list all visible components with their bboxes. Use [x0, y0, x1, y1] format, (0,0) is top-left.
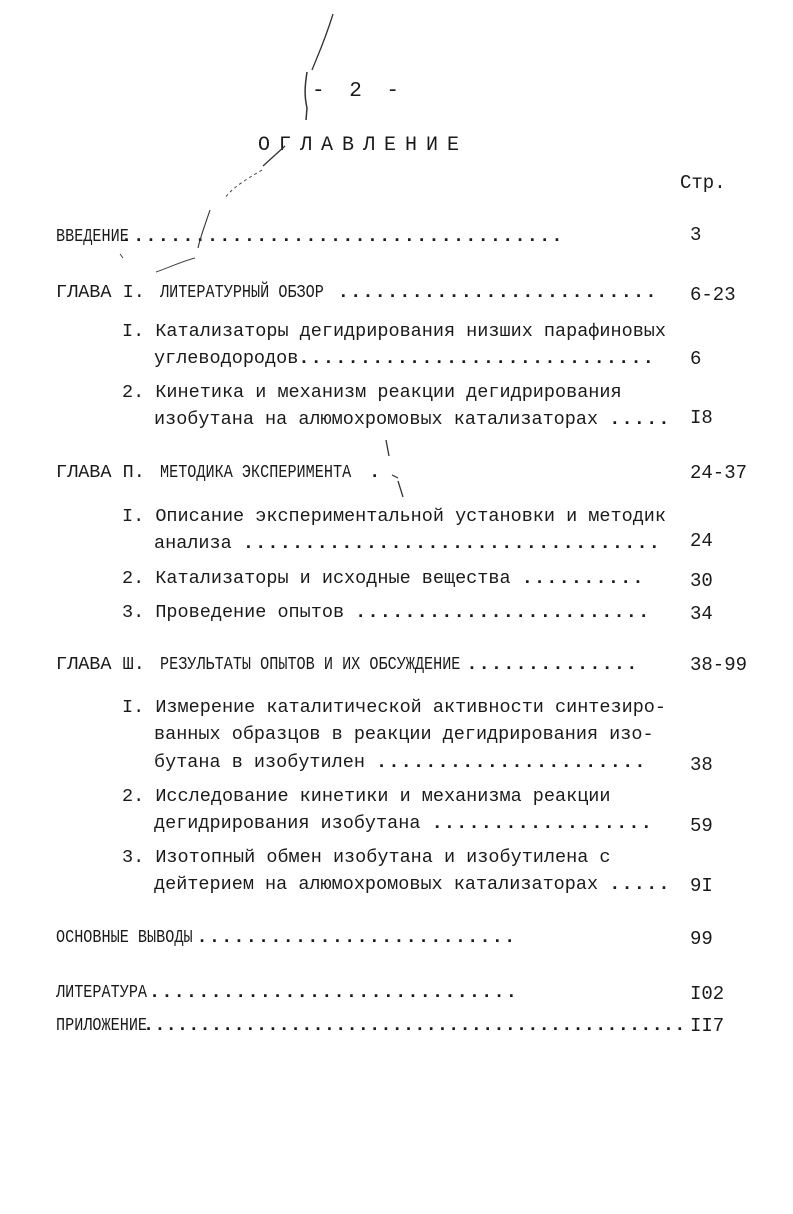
section-title-line: дегидрирования изобутана [154, 813, 421, 834]
section-title-line: Исследование кинетики и механизма реакции [155, 786, 611, 807]
toc-page-number: 34 [690, 603, 713, 625]
toc-leader-dots: .................................. [242, 533, 662, 554]
toc-section-1-1-cont [154, 346, 655, 372]
toc-leader-dots: ..... [609, 409, 671, 430]
toc-entry-label: ОСНОВНЫЕ ВЫВОДЫ [56, 927, 193, 948]
toc-entry-appendix [56, 1013, 686, 1039]
section-title-line: изобутана на алюмохромовых катализаторах [154, 409, 599, 430]
section-title-line: углеводородов [154, 348, 299, 369]
toc-section-2-3 [122, 600, 650, 626]
section-number: I. [122, 321, 145, 342]
toc-chapter-1 [56, 280, 658, 306]
toc-entry-intro [56, 224, 564, 250]
chapter-title: МЕТОДИКА ЭКСПЕРИМЕНТА [159, 462, 352, 483]
toc-section-3-1-cont2 [154, 750, 647, 776]
section-title-line: Измерение каталитической активности синтезиро- [155, 697, 667, 718]
toc-leader-dots: ...................... [376, 752, 647, 773]
toc-entry-conclusions [56, 925, 516, 951]
toc-leader-dots: ........................ [355, 602, 651, 623]
toc-leader-dots: ................................................ [143, 1015, 686, 1036]
toc-page-number: 59 [690, 815, 713, 837]
toc-page-number: 9I [690, 875, 713, 897]
toc-leader-dots: .................................... [120, 226, 564, 247]
section-title-line: Проведение опытов [155, 602, 345, 623]
toc-leader-dots: .......................... [196, 927, 517, 948]
section-title-line: ванных образцов в реакции дегидрирования изо- [154, 724, 654, 745]
toc-page-number: 30 [690, 570, 713, 592]
section-title-line: дейтерием на алюмохромовых катализаторах [154, 874, 599, 895]
section-number: 3. [122, 847, 145, 868]
toc-page-number: II7 [690, 1015, 725, 1037]
toc-page-number: 99 [690, 928, 713, 950]
toc-page-number: I8 [690, 407, 713, 429]
section-number: I. [122, 506, 145, 527]
toc-entry-label: ЛИТЕРАТУРА [56, 982, 148, 1003]
toc-section-3-2 [122, 784, 611, 810]
toc-leader-dots: ............................. [298, 348, 656, 369]
section-title-line: Кинетика и механизм реакции дегидрирования [155, 382, 622, 403]
toc-section-1-2 [122, 380, 622, 406]
toc-section-3-1-cont [154, 722, 654, 748]
toc-entry-label: ВВЕДЕНИЕ [56, 226, 129, 247]
page-number: - 2 - [312, 80, 406, 103]
toc-section-3-3-cont [154, 872, 671, 898]
section-title-line: Изотопный обмен изобутана и изобутилена с [155, 847, 611, 868]
toc-page-number: 38-99 [690, 654, 748, 676]
toc-page-number: 24 [690, 530, 713, 552]
toc-page-number: 24-37 [690, 462, 748, 484]
toc-page-number: 6-23 [690, 284, 736, 306]
section-number: 2. [122, 786, 145, 807]
toc-section-2-1 [122, 504, 666, 530]
section-number: 2. [122, 382, 145, 403]
section-title-line: Катализаторы и исходные вещества [155, 568, 511, 589]
toc-section-1-1 [122, 319, 666, 345]
toc-leader-dots: . [369, 462, 382, 483]
pages-column-label: Стр. [680, 172, 726, 194]
toc-section-2-2 [122, 566, 645, 592]
chapter-title: ЛИТЕРАТУРНЫЙ ОБЗОР [159, 282, 324, 303]
toc-section-3-2-cont [154, 811, 653, 837]
toc-section-3-3 [122, 845, 611, 871]
toc-leader-dots: .............. [466, 654, 639, 675]
toc-entry-literature [56, 980, 518, 1006]
toc-page-number: 6 [690, 348, 702, 370]
toc-entry-label: ПРИЛОЖЕНИЕ [56, 1015, 148, 1036]
toc-chapter-2 [56, 460, 381, 486]
chapter-label: ГЛАВА П. [56, 462, 145, 483]
section-title-line: бутана в изобутилен [154, 752, 365, 773]
toc-section-3-1 [122, 695, 666, 721]
toc-leader-dots: ..... [609, 874, 671, 895]
section-number: I. [122, 697, 145, 718]
section-title-line: Описание экспериментальной установки и методик [155, 506, 667, 527]
toc-leader-dots: .............................. [149, 982, 519, 1003]
toc-page-number: 3 [690, 224, 702, 246]
chapter-title: РЕЗУЛЬТАТЫ ОПЫТОВ И ИХ ОБСУЖДЕНИЕ [159, 654, 461, 675]
section-title-line: анализа [154, 533, 232, 554]
section-title-line: Катализаторы дегидрирования низших парафиновых [155, 321, 667, 342]
toc-page-number: 38 [690, 754, 713, 776]
section-number: 3. [122, 602, 145, 623]
toc-leader-dots: .......................... [337, 282, 658, 303]
toc-page-number: I02 [690, 983, 725, 1005]
toc-leader-dots: .......... [521, 568, 645, 589]
toc-section-2-1-cont [154, 531, 661, 557]
section-number: 2. [122, 568, 145, 589]
toc-section-1-2-cont [154, 407, 671, 433]
toc-leader-dots: .................. [431, 813, 653, 834]
chapter-label: ГЛАВА Ш. [56, 654, 145, 675]
chapter-label: ГЛАВА I. [56, 282, 145, 303]
toc-chapter-3 [56, 652, 639, 678]
page-title: ОГЛАВЛЕНИЕ [258, 134, 469, 157]
